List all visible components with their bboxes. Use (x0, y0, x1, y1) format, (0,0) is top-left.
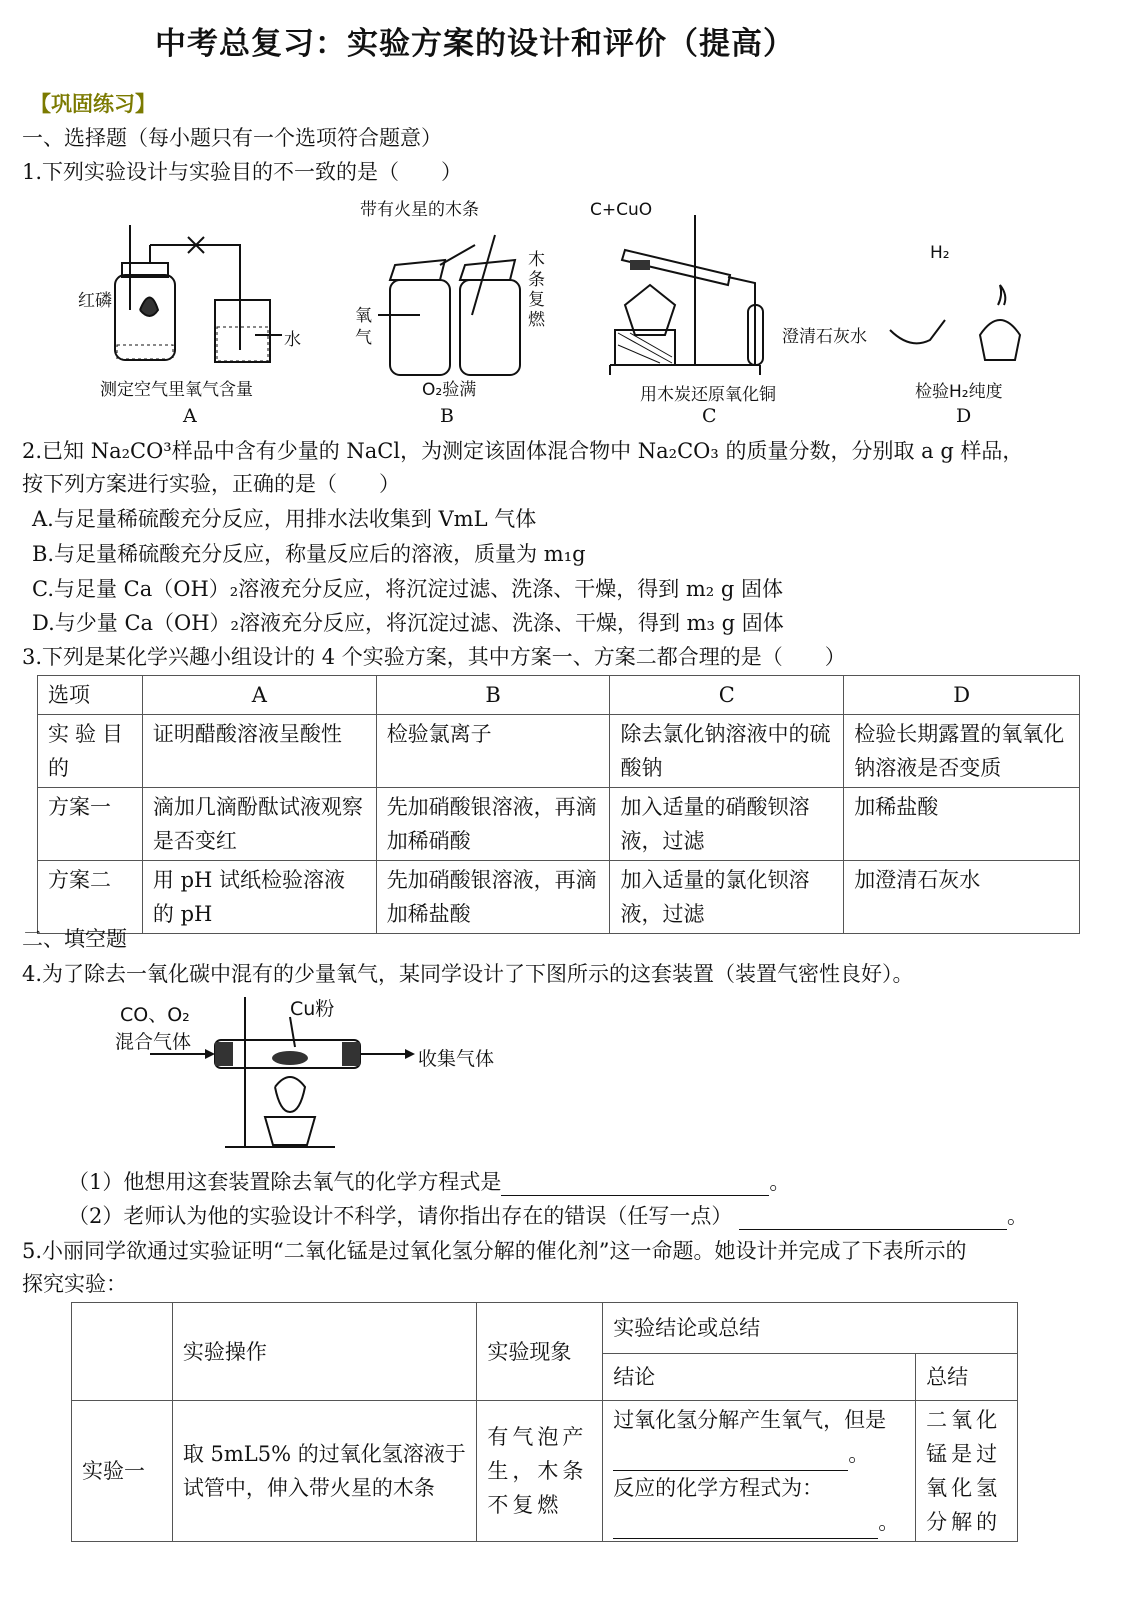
table-cell: 实验现象 (477, 1303, 603, 1401)
q5-row-experiment1 (72, 1401, 1018, 1542)
table-cell: 滴加几滴酚酞试液观察是否变红 (142, 788, 376, 861)
q2-stem-line1: 2.已知 Na₂CO³样品中含有少量的 NaCl，为测定该固体混合物中 Na₂CO₃ 的质量分数，分别取 a g 样品， (22, 439, 1024, 463)
q4-sub2-period: 。 (1007, 1204, 1029, 1228)
page-title: 中考总复习：实验方案的设计和评价（提高） (155, 26, 795, 62)
q4-sub2-text: （2）老师认为他的实验设计不科学，请你指出存在的错误（任写一点） (68, 1204, 733, 1228)
figure-d (870, 215, 1060, 430)
table-cell: 先加硝酸银溶液，再滴加稀硝酸 (376, 788, 610, 861)
table-cell (603, 1401, 916, 1542)
table-cell: 实验一 (72, 1401, 173, 1542)
table-cell: 方案二 (38, 861, 143, 934)
co-purification-apparatus-icon (110, 992, 530, 1160)
cu-powder-label: Cu粉 (290, 998, 335, 1020)
table-cell: 用 pH 试纸检验溶液的 pH (142, 861, 376, 934)
q5-conclusion-line2: 反应的化学方程式为： (613, 1476, 824, 1500)
relight-label: 木条复燃 (528, 250, 545, 330)
figure-c-letter: C (702, 405, 717, 427)
q3-plan1-row (38, 788, 1080, 861)
q1-stem: 1.下列实验设计与实验目的不一致的是（ ） (22, 160, 463, 184)
q4-figure (110, 992, 530, 1160)
q2-option-c: C.与足量 Ca（OH）₂溶液充分反应，将沉淀过滤、洗涤、干燥，得到 m₂ g 固体 (32, 577, 784, 601)
table-cell: 检验氯离子 (376, 715, 610, 788)
table-cell: 检验长期露置的氧氧化钠溶液是否变质 (844, 715, 1080, 788)
table-cell: 二氧化锰是过氧化氢分解的 (916, 1401, 1018, 1542)
limewater-label: 澄清石灰水 (782, 327, 867, 347)
gas-label: CO、O₂ (120, 1004, 190, 1026)
q4-sub1-period: 。 (769, 1170, 791, 1194)
q4-sub1 (68, 1168, 790, 1196)
q5-conclusion-line1: 过氧化氢分解产生氧气，但是 (613, 1408, 887, 1432)
q5-conclusion-period2: 。 (878, 1510, 900, 1534)
part1-heading: 一、选择题（每小题只有一个选项符合题意） (22, 126, 442, 150)
table-cell: 除去氯化钠溶液中的硫酸钠 (610, 715, 844, 788)
table-cell: 证明醋酸溶液呈酸性 (142, 715, 376, 788)
q2-option-b: B.与足量稀硫酸充分反应，称量反应后的溶液，质量为 m₁g (32, 542, 586, 566)
table-cell (72, 1303, 173, 1401)
hydrogen-purity-test-icon (870, 215, 1060, 375)
q3-stem: 3.下列是某化学兴趣小组设计的 4 个实验方案，其中方案一、方案二都合理的是（ ） (22, 645, 846, 669)
table-cell: C (610, 676, 844, 715)
table-cell: 结论 (603, 1354, 916, 1401)
part2-heading: 二、填空题 (22, 927, 127, 951)
q5-header-row1 (72, 1303, 1018, 1354)
table-cell: 方案一 (38, 788, 143, 861)
table-cell: 有气泡产生，木条不复燃 (477, 1401, 603, 1542)
q2-stem-line2: 按下列方案进行实验，正确的是（ ） (22, 472, 400, 496)
q5-equation-blank-line (613, 1505, 905, 1539)
figure-a-caption: 测定空气里氧气含量 (100, 380, 253, 400)
figure-b-caption: O₂验满 (422, 380, 477, 400)
copper-reduction-apparatus-icon (590, 215, 850, 395)
oxygen-label: 氧气 (355, 306, 372, 348)
figure-d-caption: 检验H₂纯度 (915, 382, 1003, 402)
figure-b-letter: B (440, 405, 454, 427)
q3-table (37, 675, 1080, 934)
table-cell: 先加硝酸银溶液，再滴加稀盐酸 (376, 861, 610, 934)
h2-label: H₂ (930, 243, 950, 263)
figure-d-letter: D (956, 405, 972, 427)
reactant-label: C+CuO (590, 200, 653, 220)
figure-c (590, 195, 867, 430)
q4-sub1-answer-blank[interactable] (501, 1173, 769, 1196)
table-cell: B (376, 676, 610, 715)
q5-stem-line1: 5.小丽同学欲通过实验证明“二氧化锰是过氧化氢分解的催化剂”这一命题。她设计并完成了下表所示的 (22, 1239, 967, 1263)
splint-label: 带有火星的木条 (360, 200, 479, 220)
q4-sub1-text: （1）他想用这套装置除去氧气的化学方程式是 (68, 1170, 502, 1194)
collect-gas-label: 收集气体 (418, 1048, 495, 1070)
red-phosphorus-label: 红磷 (78, 291, 112, 311)
q5-table (71, 1302, 1018, 1542)
table-cell: A (142, 676, 376, 715)
figure-a (70, 215, 320, 430)
q2-option-a: A.与足量稀硫酸充分反应，用排水法收集到 VmL 气体 (32, 507, 537, 531)
mixed-gas-label: 混合气体 (115, 1031, 192, 1053)
q5-equation-blank[interactable] (613, 1516, 878, 1539)
section-tag: 【巩固练习】 (30, 92, 156, 116)
q3-purpose-row (38, 715, 1080, 788)
figure-c-caption: 用木炭还原氧化铜 (640, 385, 776, 405)
table-cell: 取 5mL5% 的过氧化氢溶液于试管中，伸入带火星的木条 (172, 1401, 476, 1542)
q4-sub2-answer-blank[interactable] (739, 1207, 1007, 1230)
q3-header-row (38, 676, 1080, 715)
q2-option-d: D.与少量 Ca（OH）₂溶液充分反应，将沉淀过滤、洗涤、干燥，得到 m₃ g 固体 (32, 611, 784, 635)
table-cell: 加稀盐酸 (844, 788, 1080, 861)
table-cell: 加入适量的氯化钡溶液，过滤 (610, 861, 844, 934)
figure-b (350, 195, 550, 430)
table-cell: 选项 (38, 676, 143, 715)
q5-conclusion-period1: 。 (848, 1442, 870, 1466)
q5-stem-line2: 探究实验： (22, 1272, 127, 1296)
table-cell: 实验结论或总结 (603, 1303, 1018, 1354)
table-cell: 总结 (916, 1354, 1018, 1401)
table-cell: D (844, 676, 1080, 715)
figure-a-letter: A (183, 405, 197, 427)
q4-stem: 4.为了除去一氧化碳中混有的少量氧气，某同学设计了下图所示的这套装置（装置气密性良好）。 (22, 962, 914, 986)
q3-plan2-row (38, 861, 1080, 934)
q4-sub2 (68, 1202, 1028, 1230)
table-cell: 实验操作 (172, 1303, 476, 1401)
table-cell: 实验目的 (38, 715, 143, 788)
water-label: 水 (284, 330, 301, 350)
table-cell: 加澄清石灰水 (844, 861, 1080, 934)
q5-conclusion-blank-line (613, 1437, 905, 1471)
table-cell: 加入适量的硝酸钡溶液，过滤 (610, 788, 844, 861)
q5-conclusion-blank1[interactable] (613, 1448, 848, 1471)
